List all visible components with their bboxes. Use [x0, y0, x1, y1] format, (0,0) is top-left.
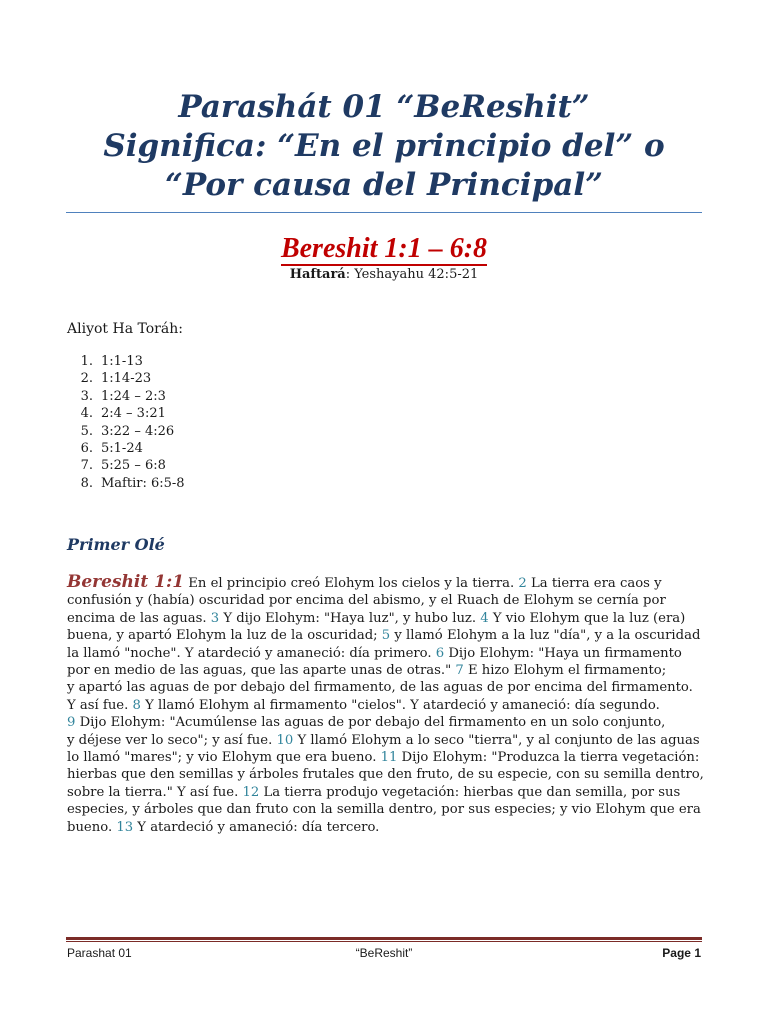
- passage-line: [67, 714, 703, 731]
- list-item: [67, 370, 185, 387]
- passage-text: En el principio creó Elohym los cielos y la tierra.: [184, 576, 519, 591]
- footer-parasha: Parashat 01: [67, 946, 132, 960]
- passage-line: [67, 574, 703, 592]
- verse-number: 7: [455, 663, 464, 679]
- passage-text: Dijo Elohym: "Haya un firmamento: [444, 645, 682, 661]
- list-number: 1.: [80, 354, 93, 369]
- list-text: 5:25 – 6:8: [101, 458, 166, 474]
- verse-number: 2: [518, 576, 527, 591]
- passage-text: especies, y árboles que dan fruto con la semilla dentro, por sus especies; y vio Elohym que era: [67, 802, 701, 818]
- passage-text: por en medio de las aguas, que las aparte unas de otras.": [67, 663, 456, 679]
- passage-text: hierbas que den semillas y árboles frutales que den fruto, de su especie, con su semilla dentro,: [67, 767, 704, 783]
- passage-line: [67, 592, 703, 609]
- title-divider: [66, 212, 702, 213]
- passage-line: [67, 662, 703, 679]
- passage-line: [67, 697, 703, 714]
- list-item: [67, 423, 185, 440]
- list-text: 1:1-13: [101, 354, 143, 369]
- footer-divider-thin: [66, 941, 702, 942]
- passage-text: La tierra era caos y: [526, 576, 662, 591]
- haftara-value: : Yeshayahu 42:5-21: [345, 267, 479, 282]
- passage-line: [67, 819, 703, 836]
- list-number: 8.: [80, 475, 93, 491]
- passage-text: Y vio Elohym que la luz (era): [488, 610, 686, 626]
- scripture-passage: [67, 574, 703, 836]
- list-text: 3:22 – 4:26: [101, 423, 175, 439]
- footer-title: “BeReshit”: [355, 946, 413, 960]
- list-item: [67, 405, 185, 422]
- passage-line: [67, 679, 703, 696]
- passage-line: [67, 784, 703, 801]
- list-item: [67, 475, 185, 492]
- list-number: 2.: [80, 371, 93, 387]
- passage-line: [67, 801, 703, 818]
- reading-range: [0, 233, 768, 265]
- verse-number: 12: [242, 784, 260, 800]
- passage-text: Y llamó Elohym a lo seco "tierra", y al conjunto de las aguas: [293, 732, 700, 748]
- verse-number: 9: [67, 715, 76, 731]
- passage-text: Dijo Elohym: "Acumúlense las aguas de por debajo del firmamento en un solo conjunto,: [75, 715, 666, 731]
- passage-line: [67, 645, 703, 662]
- passage-text: buena, y apartó Elohym la luz de la oscuridad;: [67, 628, 382, 644]
- list-item: [67, 388, 185, 405]
- list-number: 6.: [80, 441, 93, 457]
- aliyot-list: [67, 353, 185, 492]
- list-text: 1:24 – 2:3: [101, 388, 166, 404]
- verse-number: 11: [380, 750, 398, 766]
- passage-line: [67, 766, 703, 783]
- passage-text: y apartó las aguas de por debajo del firmamento, de las aguas de por encima del firmamento.: [67, 680, 693, 696]
- title-line-2: Significa: “En el principio del” o: [103, 128, 665, 164]
- list-text: 2:4 – 3:21: [101, 406, 166, 422]
- passage-text: Dijo Elohym: "Produzca la tierra vegetación:: [397, 750, 700, 766]
- passage-text: encima de las aguas.: [67, 610, 211, 626]
- aliyot-heading: Aliyot Ha Toráh:: [67, 321, 183, 337]
- list-text: 1:14-23: [101, 371, 152, 387]
- title-line-3: “Por causa del Principal”: [165, 167, 603, 203]
- verse-number: 3: [210, 610, 220, 626]
- passage-text: sobre la tierra." Y así fue.: [67, 784, 243, 800]
- list-number: 5.: [80, 423, 93, 439]
- footer-divider: [66, 937, 702, 940]
- document-title: [60, 88, 708, 205]
- passage-text: confusión y (había) oscuridad por encima del abismo, y el Ruach de Elohym se cernía por: [67, 593, 666, 609]
- list-number: 7.: [80, 458, 93, 474]
- verse-number: 6: [435, 645, 445, 661]
- verse-number: 5: [381, 628, 391, 644]
- passage-text: La tierra produjo vegetación: hierbas que dan semilla, por sus: [259, 784, 681, 800]
- passage-text: Y llamó Elohym al firmamento "cielos". Y atardeció y amaneció: día segundo.: [140, 697, 660, 713]
- passage-text: la llamó "noche". Y atardeció y amaneció: día primero.: [67, 645, 436, 661]
- list-text: 5:1-24: [101, 441, 143, 457]
- list-text: Maftir: 6:5-8: [101, 475, 185, 491]
- passage-reference: Bereshit 1:1: [67, 572, 185, 592]
- page-number: Page 1: [662, 946, 701, 960]
- passage-text: y déjese ver lo seco"; y así fue.: [67, 732, 277, 748]
- passage-text: Y atardeció y amaneció: día tercero.: [133, 819, 380, 835]
- list-item: [67, 440, 185, 457]
- list-number: 3.: [80, 388, 93, 404]
- passage-line: [67, 749, 703, 766]
- verse-number: 4: [480, 610, 489, 626]
- reading-range-text: Bereshit 1:1 – 6:8: [280, 233, 488, 264]
- passage-text: lo llamó "mares"; y vio Elohym que era bueno.: [67, 750, 381, 766]
- verse-number: 8: [132, 697, 141, 713]
- passage-text: E hizo Elohym el firmamento;: [463, 663, 667, 679]
- title-line-1: Parashát 01 “BeReshit”: [178, 89, 590, 125]
- passage-text: bueno.: [67, 819, 117, 835]
- passage-line: [67, 627, 703, 644]
- passage-text: y llamó Elohym a la luz "día", y a la oscuridad: [390, 628, 701, 644]
- passage-line: [67, 732, 703, 749]
- verse-number: 10: [276, 732, 294, 748]
- list-item: [67, 353, 185, 370]
- section-heading: Primer Olé: [67, 535, 165, 554]
- list-item: [67, 457, 185, 474]
- passage-text: Y dijo Elohym: "Haya luz", y hubo luz.: [219, 610, 481, 626]
- verse-number: 13: [116, 819, 134, 835]
- haftara-line: [0, 266, 768, 284]
- haftara-label: Haftará: [289, 267, 346, 282]
- passage-text: Y así fue.: [67, 697, 133, 713]
- list-number: 4.: [80, 406, 93, 422]
- passage-line: [67, 610, 703, 627]
